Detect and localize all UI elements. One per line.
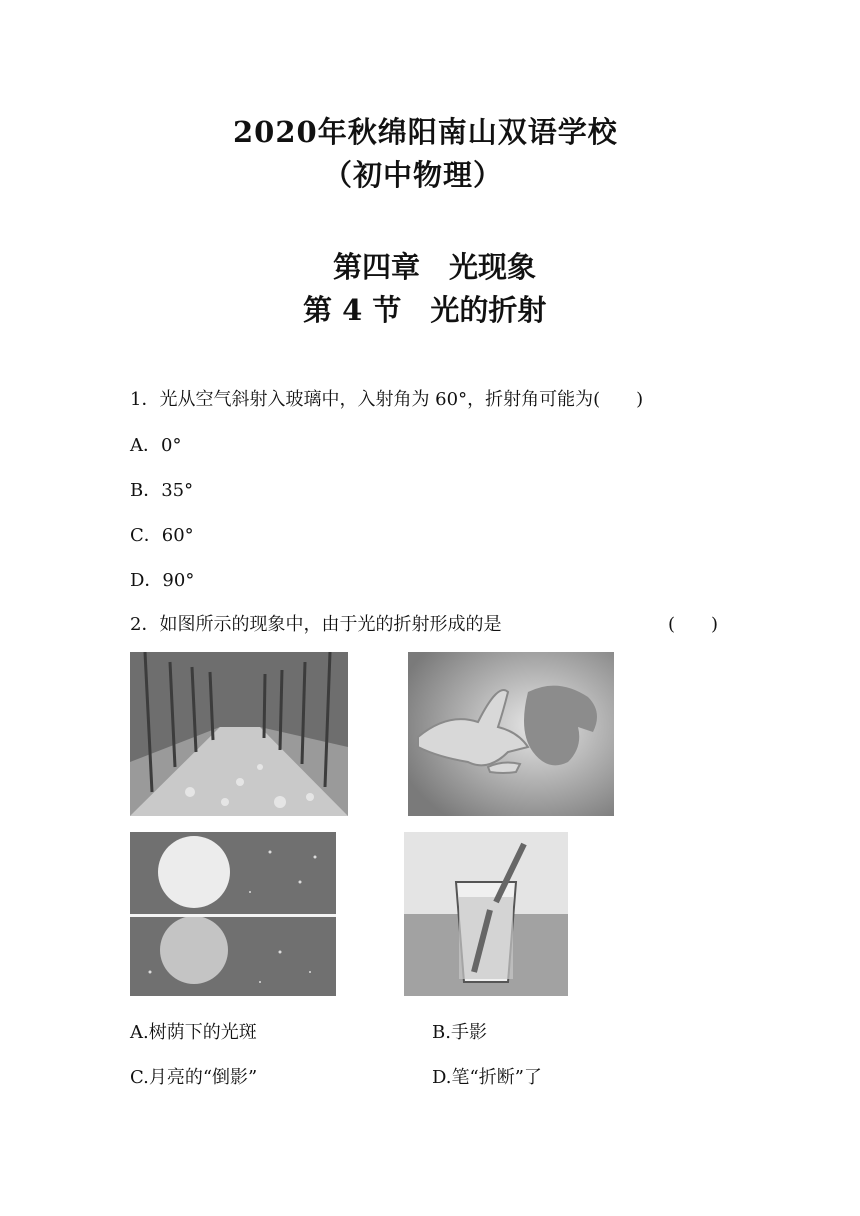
question-1-option-d: D．90° — [130, 570, 195, 591]
hand-shadow-photo — [408, 652, 614, 816]
question-2-caption-c: C.月亮的“倒影” — [130, 1067, 258, 1088]
section-heading: 第 4 节 光的折射 — [303, 293, 547, 327]
tree-shade-photo — [130, 652, 348, 816]
document-subtitle: （初中物理） — [323, 158, 504, 192]
chapter-heading: 第四章 光现象 — [333, 250, 537, 284]
question-1-option-a: A．0° — [130, 435, 182, 456]
moon-reflection-photo — [130, 832, 336, 996]
question-2-answer-bracket: ( ) — [668, 614, 719, 635]
document-title: 2020年秋绵阳南山双语学校 — [233, 115, 618, 149]
question-2-caption-d: D.笔“折断”了 — [432, 1067, 542, 1088]
question-1-option-b: B．35° — [130, 480, 194, 501]
question-2-stem: 2．如图所示的现象中，由于光的折射形成的是 — [130, 614, 502, 635]
question-2-caption-b: B.手影 — [432, 1022, 487, 1043]
question-1-stem: 1．光从空气斜射入玻璃中，入射角为 60°，折射角可能为( ) — [130, 389, 644, 410]
pencil-in-water-photo — [404, 832, 568, 996]
question-2-caption-a: A.树荫下的光斑 — [130, 1022, 257, 1043]
question-1-option-c: C．60° — [130, 525, 194, 546]
